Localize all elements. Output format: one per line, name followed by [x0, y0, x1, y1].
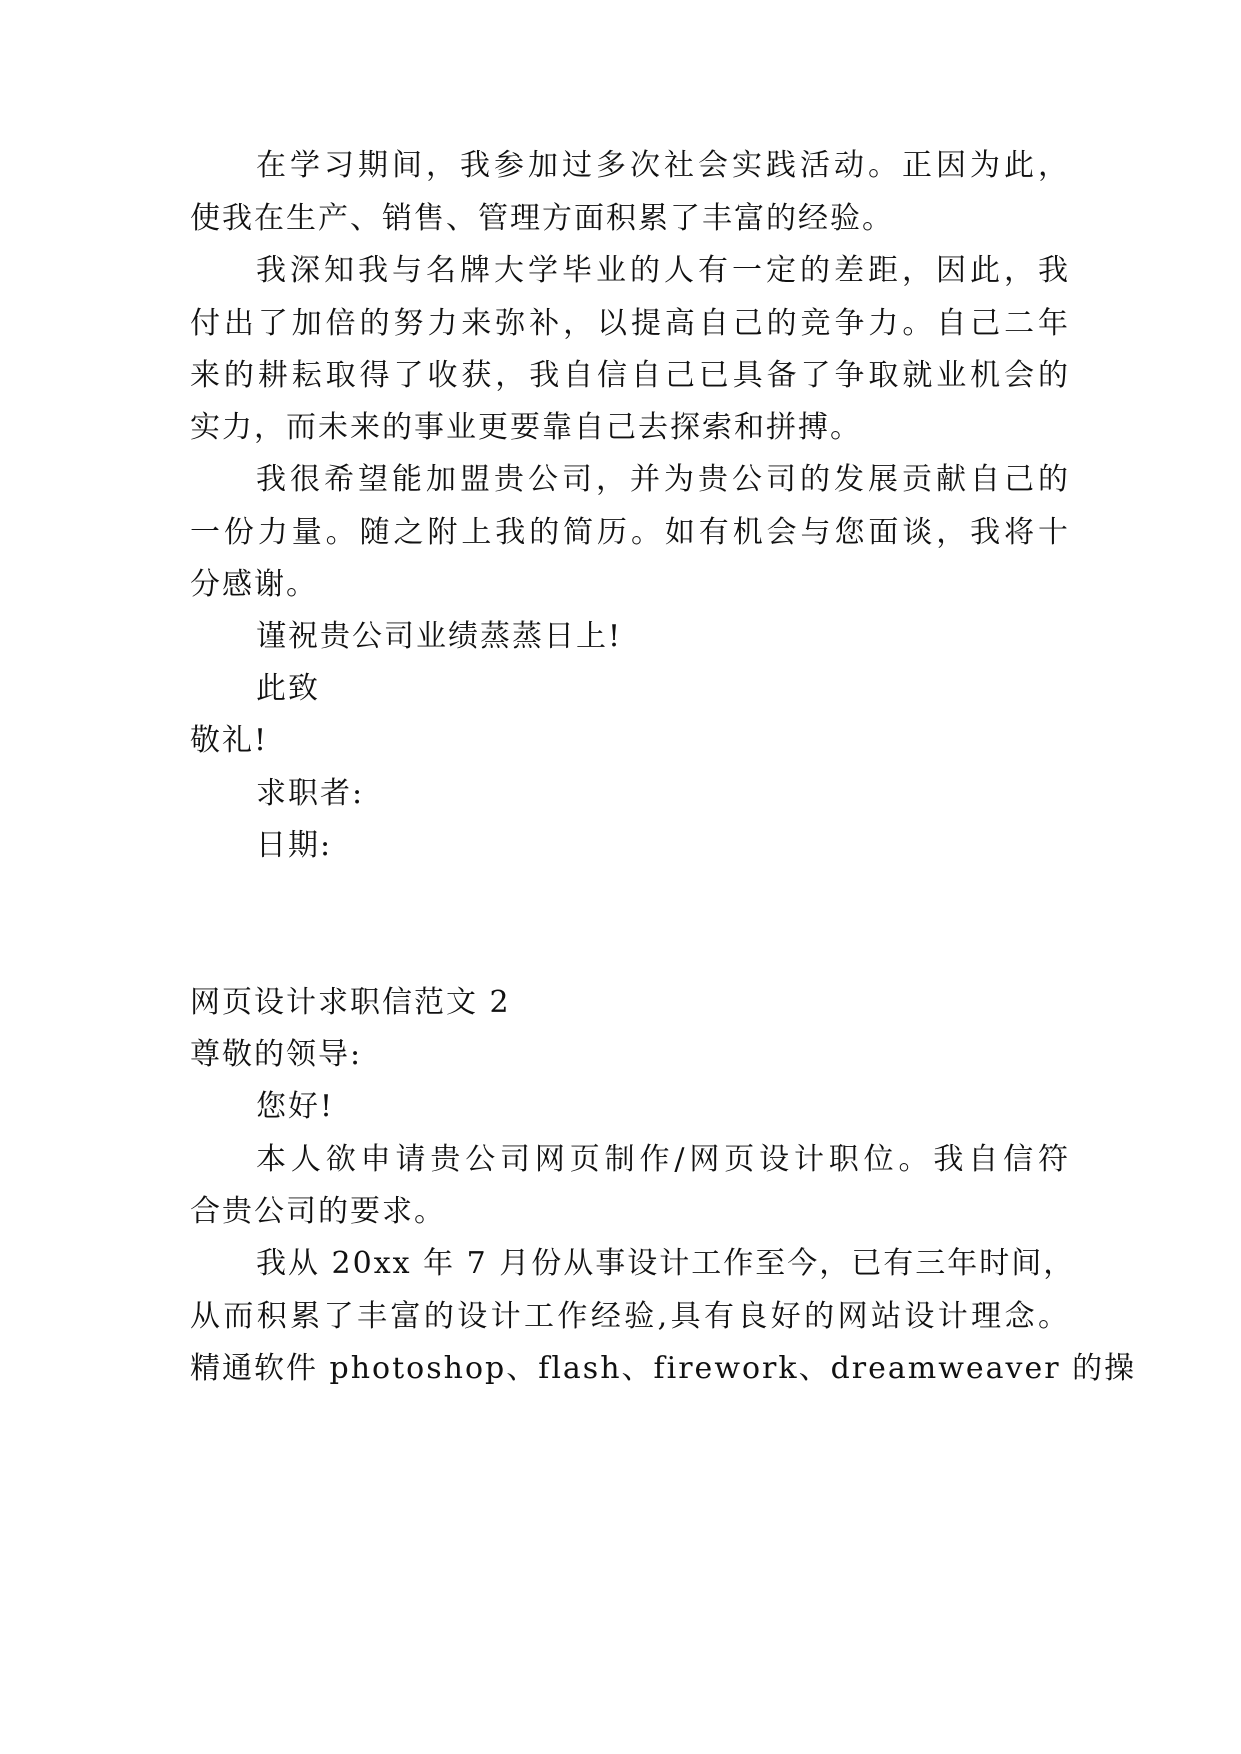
letter1-practice-line2: 使我在生产、销售、管理方面积累了丰富的经验。 — [190, 201, 894, 236]
letter1-closing-1: 此致 — [256, 671, 320, 706]
letter2-salutation: 尊敬的领导: — [190, 1037, 363, 1072]
letter1-hope-line1: 我很希望能加盟贵公司，并为贵公司的发展贡献自己的 — [256, 462, 1070, 497]
letter2-greeting: 您好! — [256, 1089, 335, 1124]
letter2-experience-line3: 精通软件 photoshop、flash、firework、dreamweaver 的操 — [190, 1351, 1137, 1386]
letter2-experience-line1: 我从 20xx 年 7 月份从事设计工作至今，已有三年时间， — [256, 1246, 1076, 1281]
letter1-applicant-label: 求职者: — [256, 776, 365, 811]
letter2-experience-line2: 从而积累了丰富的设计工作经验,具有良好的网站设计理念。 — [190, 1299, 1070, 1334]
letter1-hope-line3: 分感谢。 — [190, 567, 318, 602]
letter1-closing-2: 敬礼! — [190, 723, 269, 758]
letter1-hope-line2: 一份力量。随之附上我的简历。如有机会与您面谈，我将十 — [190, 515, 1070, 550]
letter2-apply-line1: 本人欲申请贵公司网页制作/网页设计职位。我自信符 — [256, 1142, 1070, 1177]
letter2-apply-line2: 合贵公司的要求。 — [190, 1194, 446, 1229]
letter1-effort-line3: 来的耕耘取得了收获，我自信自己已具备了争取就业机会的 — [190, 358, 1070, 393]
letter1-effort-line1: 我深知我与名牌大学毕业的人有一定的差距，因此，我 — [256, 253, 1070, 288]
letter1-effort-line4: 实力，而未来的事业更要靠自己去探索和拼搏。 — [190, 410, 862, 445]
letter2-title: 网页设计求职信范文 2 — [190, 985, 511, 1020]
letter1-wish: 谨祝贵公司业绩蒸蒸日上! — [256, 619, 623, 654]
letter1-practice-line1: 在学习期间，我参加过多次社会实践活动。正因为此， — [256, 148, 1070, 183]
letter1-date-label: 日期: — [256, 828, 333, 863]
letter1-effort-line2: 付出了加倍的努力来弥补，以提高自己的竞争力。自己二年 — [190, 306, 1070, 341]
